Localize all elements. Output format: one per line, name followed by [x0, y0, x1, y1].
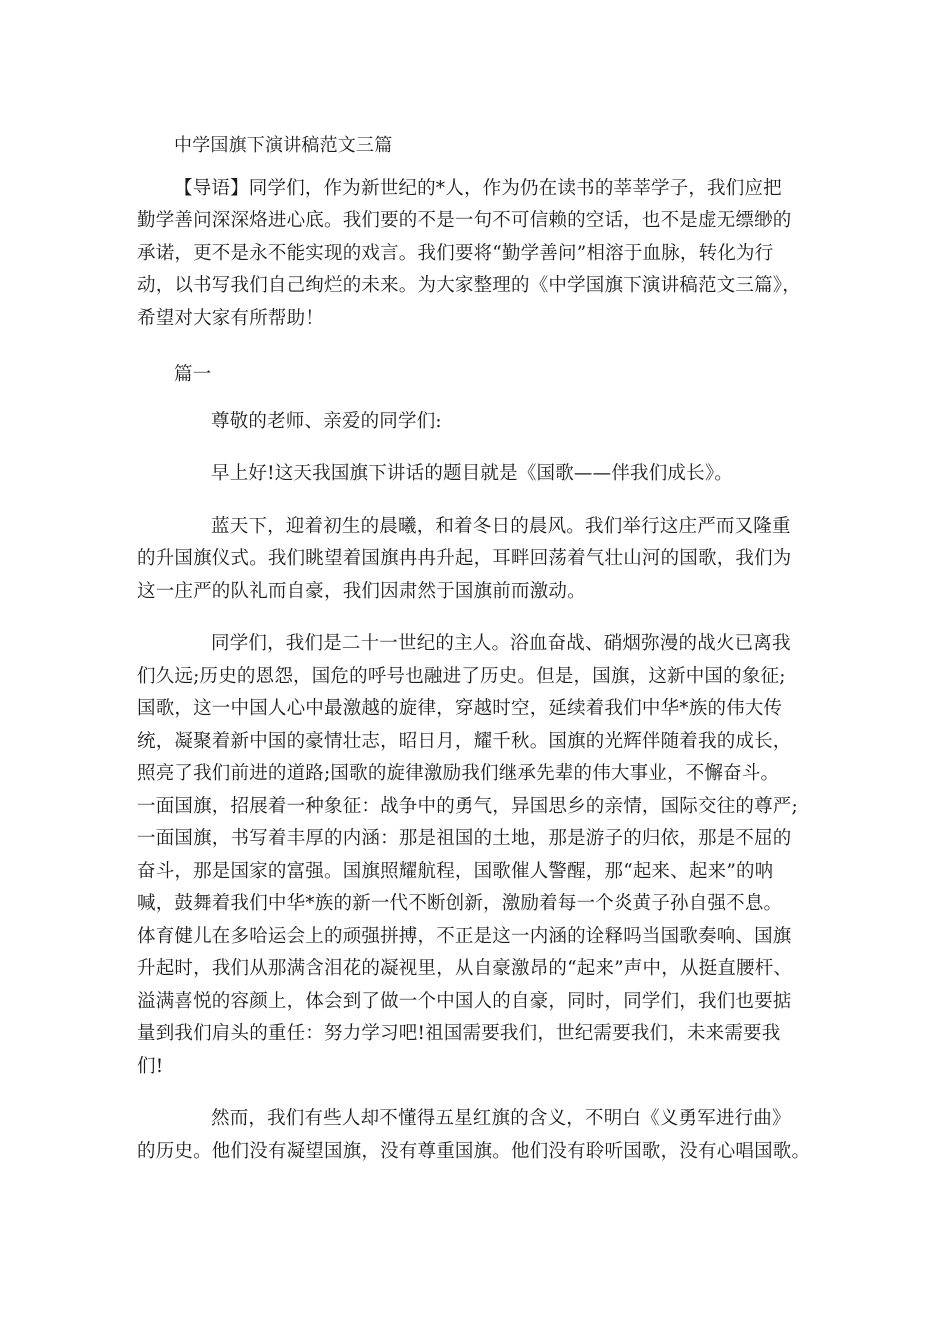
intro-line: 勤学善问深深烙进心底。我们要的不是一句不可信赖的空话，也不是虚无缥缈的	[137, 210, 792, 231]
paragraph-line: 一面国旗，招展着一种象征：战争中的勇气，异国思乡的亲情，国际交往的尊严;	[137, 795, 798, 817]
paragraph-line: 溢满喜悦的容颜上，体会到了做一个中国人的自豪，同时，同学们，我们也要掂	[137, 990, 792, 1012]
section-heading: 篇一	[174, 364, 212, 385]
greeting: 早上好!这天我国旗下讲话的题目就是《国歌——伴我们成长》。	[211, 463, 733, 484]
paragraph-line: 统，凝聚着新中国的豪情壮志，昭日月，耀千秋。国旗的光辉伴随着我的成长，	[137, 730, 792, 752]
intro-line: 承诺，更不是永不能实现的戏言。我们要将“勤学善问”相溶于血脉，转化为行	[137, 242, 774, 264]
document-page	[137, 130, 827, 1188]
paragraph-line: 体育健儿在多哈运会上的顽强拼搏，不正是这一内涵的诠释吗当国歌奏响、国旗	[137, 925, 792, 947]
paragraph-line: 同学们，我们是二十一世纪的主人。浴血奋战、硝烟弥漫的战火已离我	[211, 633, 791, 654]
document-title: 中学国旗下演讲稿范文三篇	[174, 135, 393, 156]
paragraph-line: 这一庄严的队礼而自豪，我们因肃然于国旗前而激动。	[137, 580, 586, 602]
salutation-paragraph	[137, 406, 827, 439]
intro-line: 动，以书写我们自己绚烂的未来。为大家整理的《中学国旗下演讲稿范文三篇》，	[137, 275, 801, 296]
paragraph-line: 喊，鼓舞着我们中华*族的新一代不断创新，激励着每一个炎黄子孙自强不息。	[137, 893, 783, 914]
body-paragraph-1	[137, 511, 827, 609]
paragraph-line: 们!	[137, 1055, 164, 1077]
intro-line: 【导语】同学们，作为新世纪的*人，作为仍在读书的莘莘学子，我们应把	[174, 177, 782, 199]
greeting-paragraph	[137, 458, 827, 491]
intro-paragraph	[137, 173, 827, 336]
paragraph-line: 然而，我们有些人却不懂得五星红旗的含义，不明白《义勇军进行曲》	[211, 1108, 791, 1129]
salutation: 尊敬的老师、亲爱的同学们:	[211, 410, 442, 432]
paragraph-line: 国歌，这一中国人心中最激越的旋律，穿越时空，延续着我们中华*族的伟大传	[137, 698, 783, 719]
paragraph-line: 们久远;历史的恩怨，国危的呼号也融进了历史。但是，国旗，这新中国的象征;	[137, 665, 786, 687]
body-paragraph-3	[137, 1103, 827, 1168]
paragraph-line: 照亮了我们前进的道路;国歌的旋律激励我们继承先辈的伟大事业，不懈奋斗。	[137, 763, 780, 784]
paragraph-line: 的升国旗仪式。我们眺望着国旗冉冉升起，耳畔回荡着气壮山河的国歌，我们为	[137, 548, 792, 569]
paragraph-line: 一面国旗，书写着丰厚的内涵：那是祖国的土地，那是游子的归依，那是不屈的	[137, 828, 792, 849]
body-paragraph-2	[137, 628, 827, 1083]
paragraph-line: 的历史。他们没有凝望国旗，没有尊重国旗。他们没有聆听国歌，没有心唱国歌。	[137, 1140, 811, 1162]
paragraph-line: 蓝天下，迎着初生的晨曦，和着冬日的晨风。我们举行这庄严而又隆重	[211, 515, 791, 537]
paragraph-line: 奋斗，那是国家的富强。国旗照耀航程，国歌催人警醒，那“起来、起来”的呐	[137, 860, 774, 882]
intro-line: 希望对大家有所帮助！	[137, 307, 325, 329]
paragraph-line: 量到我们肩头的重任：努力学习吧!祖国需要我们，世纪需要我们，未来需要我	[137, 1023, 781, 1044]
paragraph-line: 升起时，我们从那满含泪花的凝视里，从自豪激昂的“起来”声中，从挺直腰杆、	[137, 958, 793, 979]
